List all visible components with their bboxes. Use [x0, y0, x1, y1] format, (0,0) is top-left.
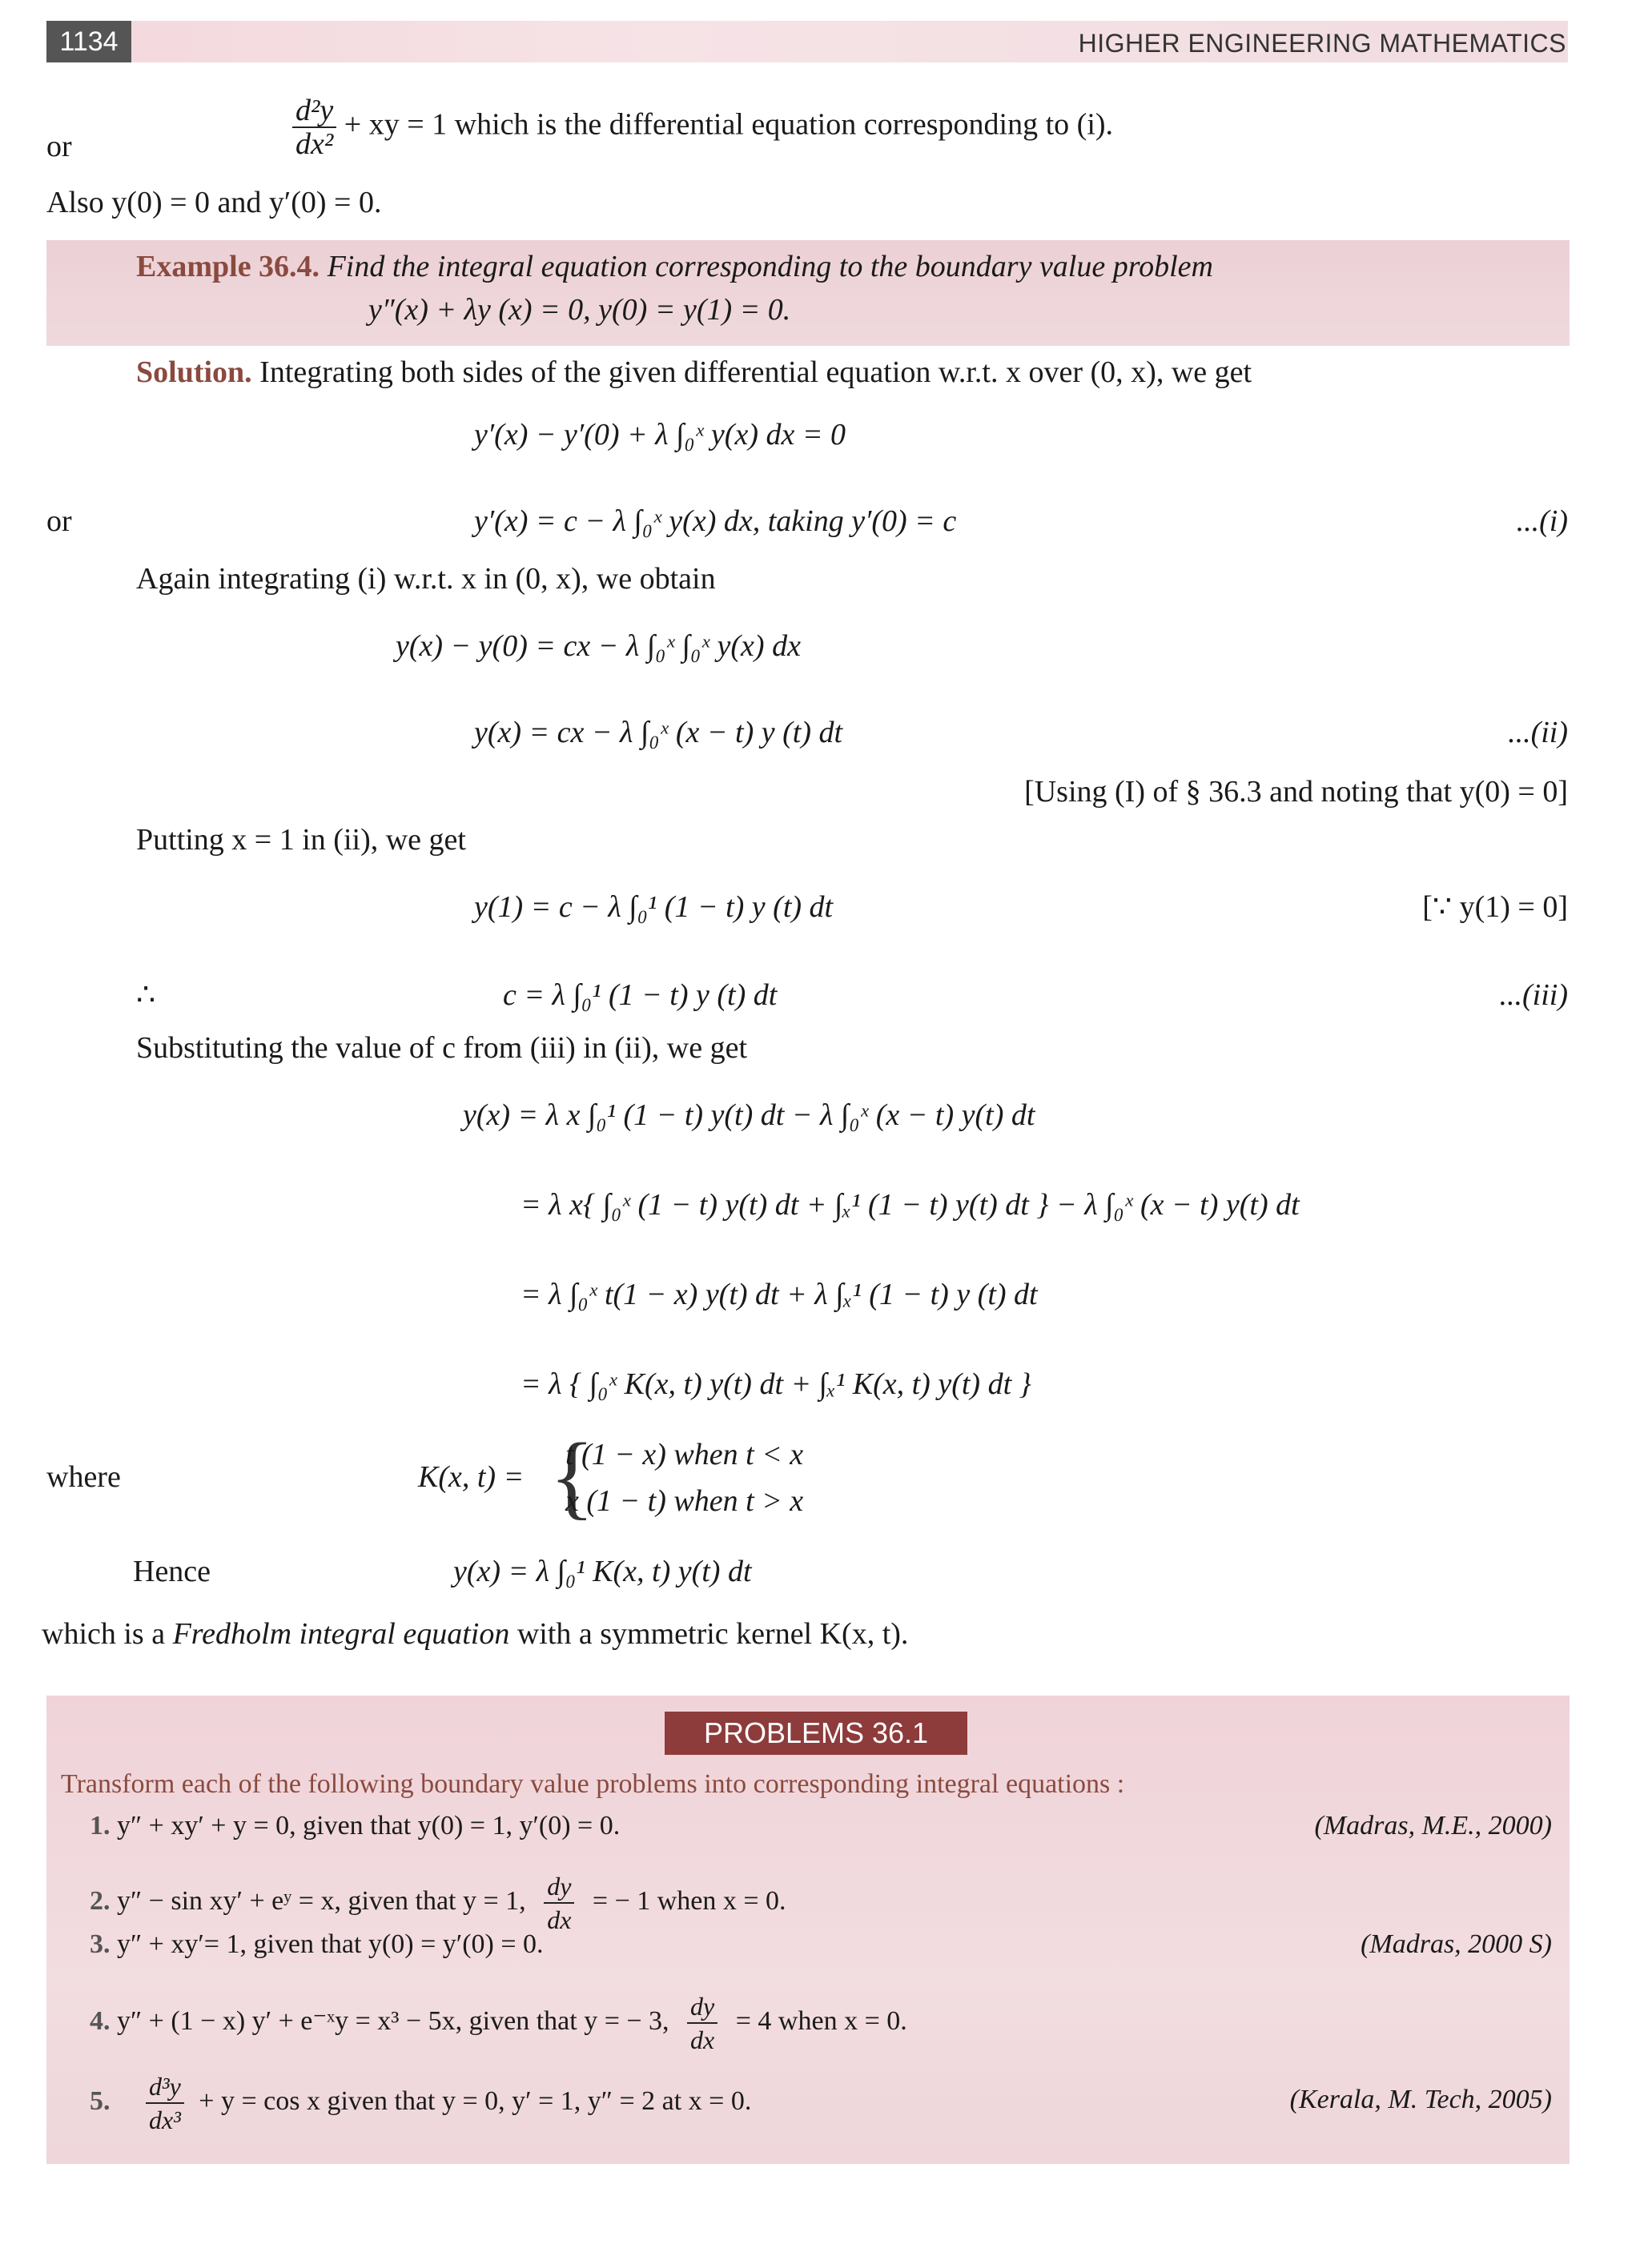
example-equation: y″(x) + λy (x) = 0, y(0) = y(1) = 0.: [368, 293, 791, 327]
fraction-numerator: d³y: [146, 2070, 184, 2104]
example-statement: Find the integral equation corresponding to the boundary value problem: [327, 250, 1213, 283]
problem-text-post: + y = cos x given that y = 0, y′ = 1, y″ = 2 at x = 0.: [199, 2085, 752, 2116]
kernel-lhs: K(x, t) =: [418, 1460, 525, 1494]
equation-5: y(1) = c − λ ∫₀¹ (1 − t) y (t) dt: [474, 890, 834, 924]
problem-item-5: [90, 2070, 751, 2136]
conclusion-emphasis: Fredholm integral equation: [172, 1617, 510, 1651]
page-number: 1134: [46, 21, 131, 62]
fraction-denominator: dx: [547, 1905, 572, 1934]
problem-text: y″ + xy′ + y = 0, given that y(0) = 1, y′(0) = 0.: [117, 1811, 621, 1840]
problem-source-3: (Madras, 2000 S): [1361, 1929, 1552, 1959]
problem-fraction: [687, 1990, 718, 2056]
equation-10: = λ { ∫₀ˣ K(x, t) y(t) dt + ∫ₓ¹ K(x, t) y(t) dt }: [521, 1367, 1031, 1401]
solution-label: Solution.: [136, 355, 252, 389]
kernel-case-2: x (1 − t) when t > x: [565, 1484, 804, 1518]
problem-fraction: [146, 2070, 184, 2136]
using-note: [Using (I) of § 36.3 and noting that y(0) = 0]: [1024, 775, 1568, 809]
ode-fraction: [292, 94, 336, 160]
problem-number: 5.: [90, 2085, 111, 2116]
or-label: or: [46, 130, 72, 163]
fraction-numerator: dy: [544, 1870, 574, 1904]
problem-item-4: [90, 1990, 907, 2056]
ode-numerator: d²y: [292, 94, 336, 128]
problem-text-pre: y″ + (1 − x) y′ + e⁻ˣy = x³ − 5x, given that y = − 3,: [117, 2005, 669, 2036]
tag-ii: ...(ii): [1508, 716, 1568, 749]
ode-rest: + xy = 1 which is the differential equation corresponding to (i).: [344, 107, 1114, 142]
problem-item-1: [90, 1808, 620, 1845]
equation-3: y(x) − y(0) = cx − λ ∫₀ˣ ∫₀ˣ y(x) dx: [396, 629, 801, 663]
fraction-denominator: dx³: [149, 2105, 181, 2134]
equation-1: y′(x) − y′(0) + λ ∫₀ˣ y(x) dx = 0: [474, 418, 846, 452]
where-label: where: [46, 1460, 121, 1494]
conclusion-pre: which is a: [42, 1617, 173, 1651]
problem-number: 3.: [90, 1929, 111, 1959]
equation-2: y′(x) = c − λ ∫₀ˣ y(x) dx, taking y′(0) = c: [474, 504, 957, 538]
problem-source-1: (Madras, M.E., 2000): [1314, 1811, 1552, 1840]
problems-title: PROBLEMS 36.1: [665, 1712, 967, 1755]
conclusion-post: with a symmetric kernel K(x, t).: [509, 1617, 909, 1651]
tag-i: ...(i): [1516, 504, 1568, 538]
example-label: Example 36.4.: [136, 250, 320, 283]
equation-6: c = λ ∫₀¹ (1 − t) y (t) dt: [503, 978, 778, 1012]
fraction-denominator: dx: [690, 2025, 715, 2054]
solution-intro: [136, 354, 1252, 391]
putting-text: Putting x = 1 in (ii), we get: [136, 823, 466, 857]
initial-conditions: Also y(0) = 0 and y′(0) = 0.: [46, 186, 382, 219]
example-heading: [136, 248, 1213, 285]
equation-11: y(x) = λ ∫₀¹ K(x, t) y(t) dt: [453, 1555, 752, 1588]
again-text: Again integrating (i) w.r.t. x in (0, x), we obtain: [136, 562, 716, 596]
equation-9: = λ ∫₀ˣ t(1 − x) y(t) dt + λ ∫ₓ¹ (1 − t) y (t) dt: [521, 1278, 1038, 1311]
or-label-2: or: [46, 504, 72, 538]
problem-text-post: = 4 when x = 0.: [735, 2005, 907, 2036]
equation-4: y(x) = cx − λ ∫₀ˣ (x − t) y (t) dt: [474, 716, 843, 749]
ode-denominator: dx²: [295, 127, 334, 161]
problem-source-5: (Kerala, M. Tech, 2005): [1289, 2085, 1552, 2114]
equation-7: y(x) = λ x ∫₀¹ (1 − t) y(t) dt − λ ∫₀ˣ (x − t) y(t) dt: [463, 1098, 1035, 1132]
problem-item-3: [90, 1926, 544, 1963]
problem-fraction: [544, 1870, 574, 1936]
running-title: HIGHER ENGINEERING MATHEMATICS: [1078, 29, 1566, 58]
problem-number: 1.: [90, 1811, 111, 1840]
substituting-text: Substituting the value of c from (iii) in (ii), we get: [136, 1031, 748, 1065]
hence-label: Hence: [133, 1555, 211, 1588]
kernel-case-1: t (1 − x) when t < x: [565, 1438, 804, 1471]
equation-8: = λ x{ ∫₀ˣ (1 − t) y(t) dt + ∫ₓ¹ (1 − t) y(t) dt } − λ ∫₀ˣ (x − t) y(t) dt: [521, 1188, 1300, 1222]
problem-number: 2.: [90, 1885, 111, 1916]
problem-text-post: = − 1 when x = 0.: [592, 1885, 786, 1916]
since-note: [∵ y(1) = 0]: [1422, 890, 1568, 924]
problem-text-pre: y″ − sin xy′ + eʸ = x, given that y = 1,: [117, 1885, 526, 1916]
ode-equation: [292, 94, 1113, 160]
problem-text: y″ + xy′= 1, given that y(0) = y′(0) = 0.: [117, 1929, 544, 1959]
problems-instruction: Transform each of the following boundary value problems into corresponding integral equations :: [61, 1769, 1125, 1799]
kernel-brace: {: [549, 1423, 595, 1528]
solution-intro-text: Integrating both sides of the given differential equation w.r.t. x over (0, x), we get: [259, 355, 1252, 389]
therefore-symbol: ∴: [136, 978, 156, 1012]
conclusion: [42, 1616, 908, 1652]
fraction-numerator: dy: [687, 1990, 718, 2024]
problem-number: 4.: [90, 2005, 111, 2036]
tag-iii: ...(iii): [1499, 978, 1568, 1012]
